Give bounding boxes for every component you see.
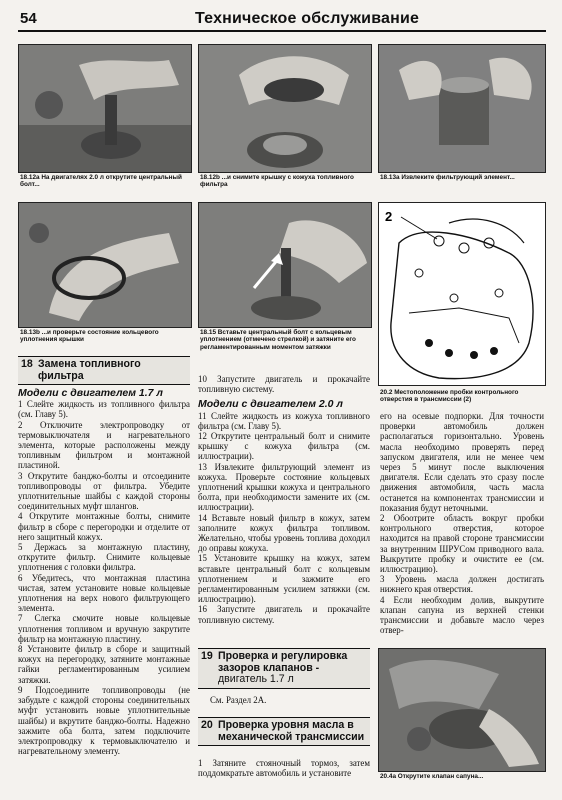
paragraph: его на осевые подпорки. Для точности проверки автомобиль должен располагаться горизонтально. Уровень масла необходимо проверять перед запуском двигателя, или не менее чем через 5 минут после выключения двигателя. Если сделать это сразу после движения автомобиля, часть масла останется на компонентах трансмиссии и показания будут неточными. (380, 411, 544, 513)
section-19-text: См. Раздел 2А. (210, 695, 267, 705)
paragraph: 7 Слегка смочите новые кольцевые уплотнения топливом и вручную закрутите фильтр на монтажную пластину. (18, 613, 190, 644)
paragraph: 14 Вставьте новый фильтр в кожух, затем заполните кожух фильтра топливом. Желательно, чтобы уровень топлива доходил до оправы кожуха. (198, 512, 370, 554)
section-20-text: 1 Затяните стояночный тормоз, затем поддомкратьте автомобиль и установите (198, 758, 370, 779)
paragraph: 10 Запустите двигатель и прокачайте топливную систему. (198, 374, 370, 395)
photo-18-15 (198, 202, 372, 328)
paragraph: 16 Запустите двигатель и прокачайте топливную систему. (198, 604, 370, 625)
paragraph: 11 Слейте жидкость из кожуха топливного фильтра (см. Главу 5). (198, 410, 370, 431)
paragraph: 1 Слейте жидкость из топливного фильтра (см. Главу 5). (18, 399, 190, 420)
paragraph: 12 Открутите центральный болт и снимите крышку с кожуха фильтра (см. иллюстрации). (198, 431, 370, 462)
photo-18-13a (378, 44, 546, 173)
caption-20-2: 20.2 Местоположение пробки контрольного отверстия в трансмиссии (2) (380, 389, 519, 404)
caption-18-12b: 18.12b ...и снимите крышку с кожуха топливного фильтра (200, 174, 354, 189)
paragraph: 5 Держась за монтажную пластину, открутите фильтр. Снимите кольцевые уплотнения с головки фильтра. (18, 542, 190, 573)
header-rule (18, 30, 546, 32)
paragraph: 15 Установите крышку на кожух, затем вставьте центральный болт с кольцевым уплотнением и зажмите его регламентированным усилием затяжки (см. иллюстрацию). (198, 553, 370, 605)
caption-20-4a: 20.4a Открутите клапан сапуна... (380, 773, 484, 780)
section-19-subtitle: двигатель 1.7 л (218, 673, 294, 685)
column-2 (198, 374, 370, 625)
paragraph: 9 Подсоедините топливопроводы (не забудьте с каждой стороны соединительных муфт установить новые уплотнительные шайбы) и вкрутите банджо-болты. Надежно зажмите оба болта, затем подключите электропроводку к термовыключателю и нагревательному элементу. (18, 684, 190, 757)
diagram-callout: 2 (385, 209, 393, 224)
section-20-heading: 20 Проверка уровня масла в механической трансмиссии (198, 717, 370, 746)
photo-18-12a (18, 44, 192, 173)
diagram-20-2 (378, 202, 546, 386)
photo-18-12b (198, 44, 372, 173)
caption-18-12a: 18.12a На двигателях 2.0 л открутите центральный болт... (20, 174, 182, 189)
section-18-heading: 18 Замена топливного фильтра (18, 356, 190, 385)
paragraph: 6 Убедитесь, что монтажная пластина чистая, затем установите новые кольцевые уплотнения на верх нового фильтрующего элемента. (18, 572, 190, 614)
caption-18-13a: 18.13a Извлеките фильтрующий элемент... (380, 174, 515, 181)
paragraph: 2 Отключите электропроводку от термовыключателя и нагревательного элемента, которые расположены между топливным фильтром и монтажной пластиной. (18, 419, 190, 471)
caption-18-15: 18.15 Вставьте центральный болт с кольцевым уплотнением (отмечено стрелкой) и затяните его регламентированным моментом затяжки (200, 329, 356, 351)
caption-18-13b: 18.13b ...и проверьте состояние кольцевого уплотнения крышки (20, 329, 159, 344)
column-1 (18, 386, 190, 756)
page-number: 54 (20, 10, 37, 27)
paragraph: 13 Извлеките фильтрующий элемент из кожуха. Проверьте состояние кольцевых уплотнений крышки кожуха и центрального болта, при необходимости замените их (см. иллюстрации). (198, 461, 370, 513)
section-19-heading: 19 Проверка и регулировка зазоров клапанов - двигатель 1.7 л (198, 648, 370, 689)
paragraph: 4 Если необходим долив, выкрутите клапан сапуна из верхней стенки трансмиссии и добавьте масло через отвер- (380, 594, 544, 636)
paragraph: 4 Открутите монтажные болты, снимите фильтр в сборе с перегородки и отделите от него защитный кожух. (18, 511, 190, 542)
page-title: Техническое обслуживание (195, 10, 420, 27)
photo-20-4a (378, 648, 546, 772)
col2-subheading: Модели с двигателем 2.0 л (198, 398, 343, 411)
photo-18-13b (18, 202, 192, 328)
paragraph: 3 Уровень масла должен достигать нижнего края отверстия. (380, 574, 544, 595)
column-3 (380, 411, 544, 635)
paragraph: 2 Обоотрите область вокруг пробки контрольного отверстия, которое находится на правой стороне трансмиссии за внутренним ШРУСом приводного вала. Выкрутите пробку и очистите ее (см. иллюстрацию). (380, 513, 544, 575)
paragraph: 8 Установите фильтр в сборе и защитный кожух на перегородку, затяните монтажные гайки регламентированным усилием затяжки. (18, 644, 190, 685)
col1-subheading: Модели с двигателем 1.7 л (18, 387, 163, 399)
paragraph: 3 Открутите банджо-болты и отсоедините топливопроводы от фильтра. Убедите уплотнительные шайбы с каждой стороны соединительных муфт шлангов. (18, 470, 190, 512)
